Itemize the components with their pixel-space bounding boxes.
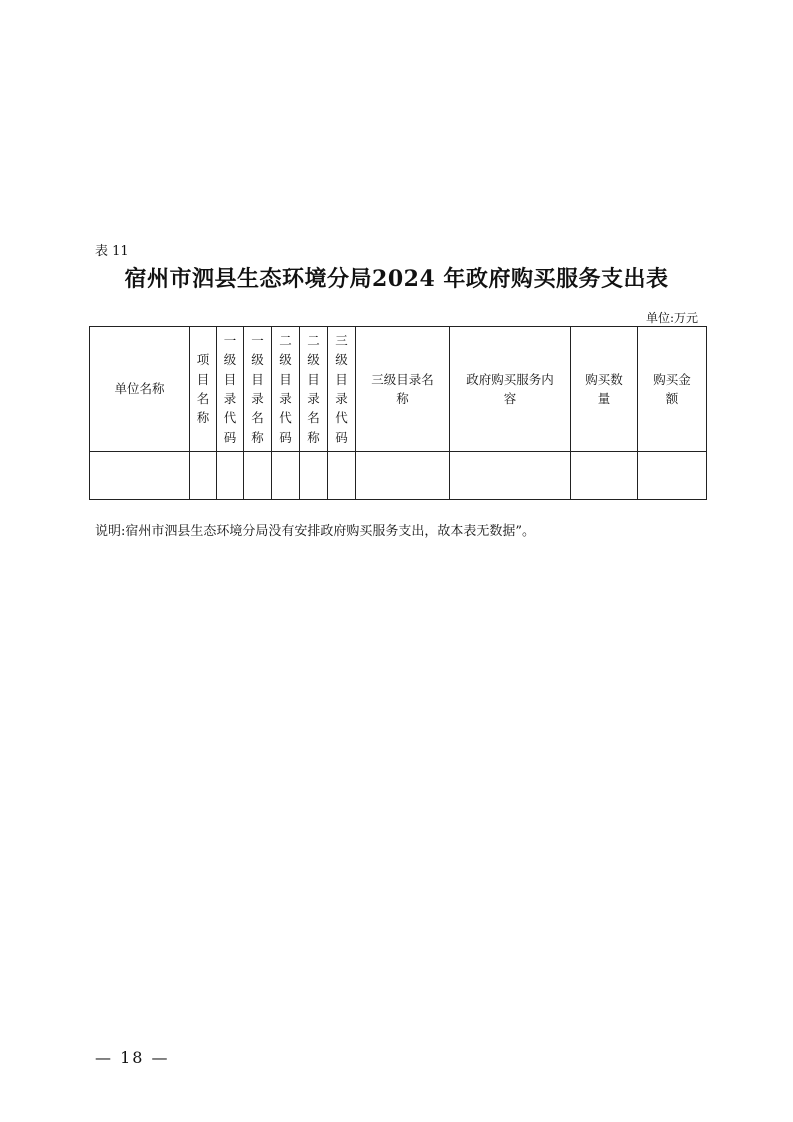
page-number: — 18 — <box>95 1048 170 1067</box>
table-cell <box>328 452 356 500</box>
column-header: 一级目录名称 <box>244 327 272 452</box>
table-header-row <box>90 327 707 452</box>
table-cell <box>272 452 300 500</box>
table-label: 表 11 <box>95 244 129 259</box>
column-header: 三级目录名称 <box>356 327 450 452</box>
table-cell <box>90 452 190 500</box>
page-title: 宿州市泗县生态环境分局2024 年政府购买服务支出表 <box>124 266 669 292</box>
column-header: 二级目录名称 <box>300 327 328 452</box>
column-header: 三级目录代码 <box>328 327 356 452</box>
table-cell <box>244 452 272 500</box>
column-header: 项目名称 <box>190 327 217 452</box>
table-cell <box>217 452 244 500</box>
column-header: 购买金额 <box>638 327 707 452</box>
column-header: 单位名称 <box>90 327 190 452</box>
table-row <box>90 452 707 500</box>
unit-label: 单位:万元 <box>645 311 698 325</box>
table-cell <box>450 452 571 500</box>
table-cell <box>638 452 707 500</box>
table-note: 说明:宿州市泗县生态环境分局没有安排政府购买服务支出，故本表无数据”。 <box>95 524 536 539</box>
expenditure-table <box>89 326 707 500</box>
table-cell <box>300 452 328 500</box>
table-cell <box>571 452 638 500</box>
column-header: 一级目录代码 <box>217 327 244 452</box>
column-header: 二级目录代码 <box>272 327 300 452</box>
column-header: 购买数量 <box>571 327 638 452</box>
table-cell <box>190 452 217 500</box>
column-header: 政府购买服务内容 <box>450 327 571 452</box>
table-cell <box>356 452 450 500</box>
